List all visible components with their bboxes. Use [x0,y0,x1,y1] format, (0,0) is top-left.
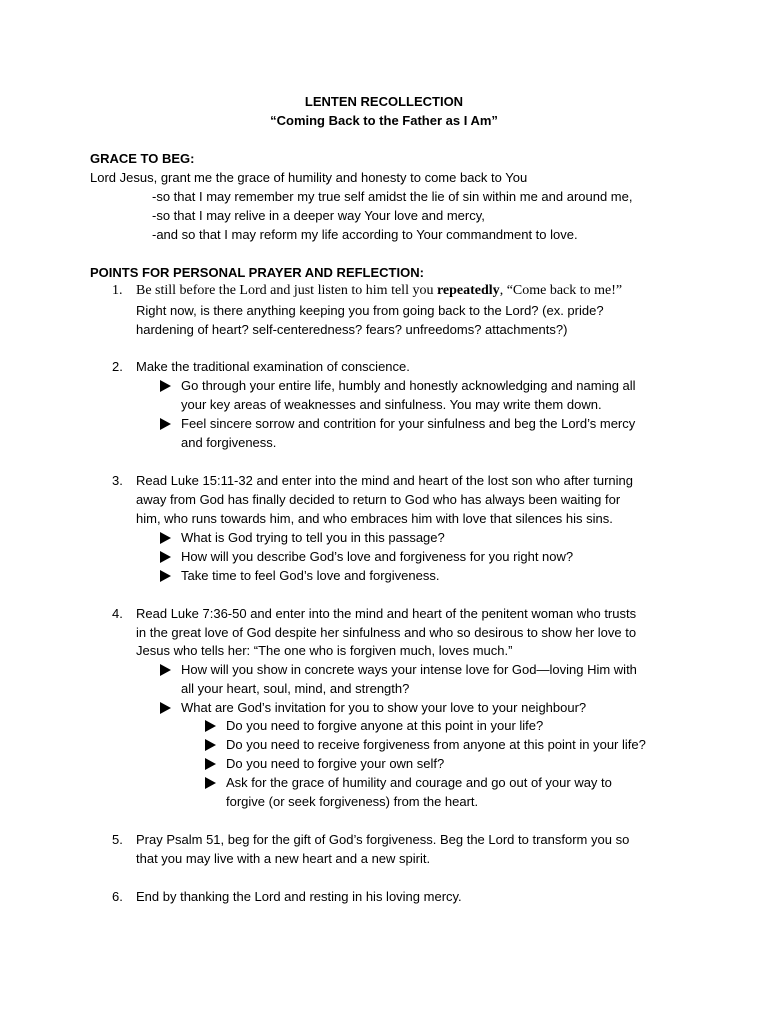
bullet-arrow-icon [160,418,171,430]
grace-line: -so that I may remember my true self amidst the lie of sin within me and around me, [152,189,633,204]
point-number: 6. [112,889,123,904]
points-heading: POINTS FOR PERSONAL PRAYER AND REFLECTION: [90,265,424,280]
grace-heading: GRACE TO BEG: [90,151,195,166]
point-4-line: Read Luke 7:36-50 and enter into the mind and heart of the penitent woman who trusts [136,606,637,621]
sub-bullet-text: Do you need to forgive anyone at this point in your life? [226,718,544,733]
point-number: 2. [112,359,123,374]
bullet-text: How will you show in concrete ways your intense love for God—loving Him with [181,662,637,677]
grace-line: -and so that I may reform my life according to Your commandment to love. [152,227,578,242]
bullet-text: How will you describe God’s love and forgiveness for you right now? [181,549,574,564]
bullet-arrow-icon [160,380,171,392]
point-5-line: that you may live with a new heart and a new spirit. [136,851,431,866]
sub-bullet-arrow-icon [205,758,216,770]
point-4-line: Jesus who tells her: “The one who is forgiven much, loves much.” [136,643,513,658]
bullet-arrow-icon [160,551,171,563]
bullet-arrow-icon [160,570,171,582]
bullet-text: Take time to feel God’s love and forgiveness. [181,568,440,583]
bullet-arrow-icon [160,664,171,676]
point-1-emphasis: repeatedly [436,283,500,298]
grace-intro: Lord Jesus, grant me the grace of humility and honesty to come back to You [90,170,528,185]
bullet-arrow-icon [160,532,171,544]
point-2-line: Make the traditional examination of conscience. [136,359,410,374]
point-1-line [136,282,622,301]
sub-bullet-text: Ask for the grace of humility and courage and go out of your way to [226,775,612,790]
bullet-text: Go through your entire life, humbly and honestly acknowledging and naming all [181,378,636,393]
bullet-text: your key areas of weaknesses and sinfulness. You may write them down. [181,397,602,412]
sub-bullet-text: forgive (or seek forgiveness) from the heart. [226,794,479,809]
sub-bullet-text: Do you need to forgive your own self? [226,756,445,771]
document-title: LENTEN RECOLLECTION [304,94,464,109]
grace-line: -so that I may relive in a deeper way Your love and mercy, [152,208,485,223]
sub-bullet-arrow-icon [205,739,216,751]
point-1-line: Right now, is there anything keeping you from going back to the Lord? (ex. pride? [136,303,604,318]
point-number: 3. [112,473,123,488]
bullet-text: Feel sincere sorrow and contrition for your sinfulness and beg the Lord’s mercy [181,416,636,431]
sub-bullet-text: Do you need to receive forgiveness from anyone at this point in your life? [226,737,646,752]
point-number: 1. [112,283,123,298]
bullet-text: and forgiveness. [181,435,277,450]
bullet-text: all your heart, soul, mind, and strength? [181,681,410,696]
point-4-line: in the great love of God despite her sinfulness and who so desirous to show her love to [136,625,637,640]
point-3-line: away from God has finally decided to return to God who has always been waiting for [136,492,621,507]
sub-bullet-arrow-icon [205,720,216,732]
bullet-arrow-icon [160,702,171,714]
bullet-text: What is God trying to tell you in this passage? [181,530,445,545]
point-number: 5. [112,832,123,847]
point-1-text-c: , “Come back to me!” [499,283,623,298]
point-number: 4. [112,606,123,621]
point-3-line: Read Luke 15:11-32 and enter into the mind and heart of the lost son who after turning [136,473,633,488]
document-subtitle: “Coming Back to the Father as I Am” [270,113,498,128]
point-1-text-a: Be still before the Lord and just listen to him tell you [136,283,437,298]
point-6-line: End by thanking the Lord and resting in his loving mercy. [136,889,462,904]
point-3-line: him, who runs towards him, and who embraces him with love that silences his sins. [136,511,613,526]
point-5-line: Pray Psalm 51, beg for the gift of God’s forgiveness. Beg the Lord to transform you so [136,832,630,847]
bullet-text: What are God’s invitation for you to show your love to your neighbour? [181,700,587,715]
sub-bullet-arrow-icon [205,777,216,789]
point-1-line: hardening of heart? self-centeredness? fears? unfreedoms? attachments?) [136,322,568,337]
